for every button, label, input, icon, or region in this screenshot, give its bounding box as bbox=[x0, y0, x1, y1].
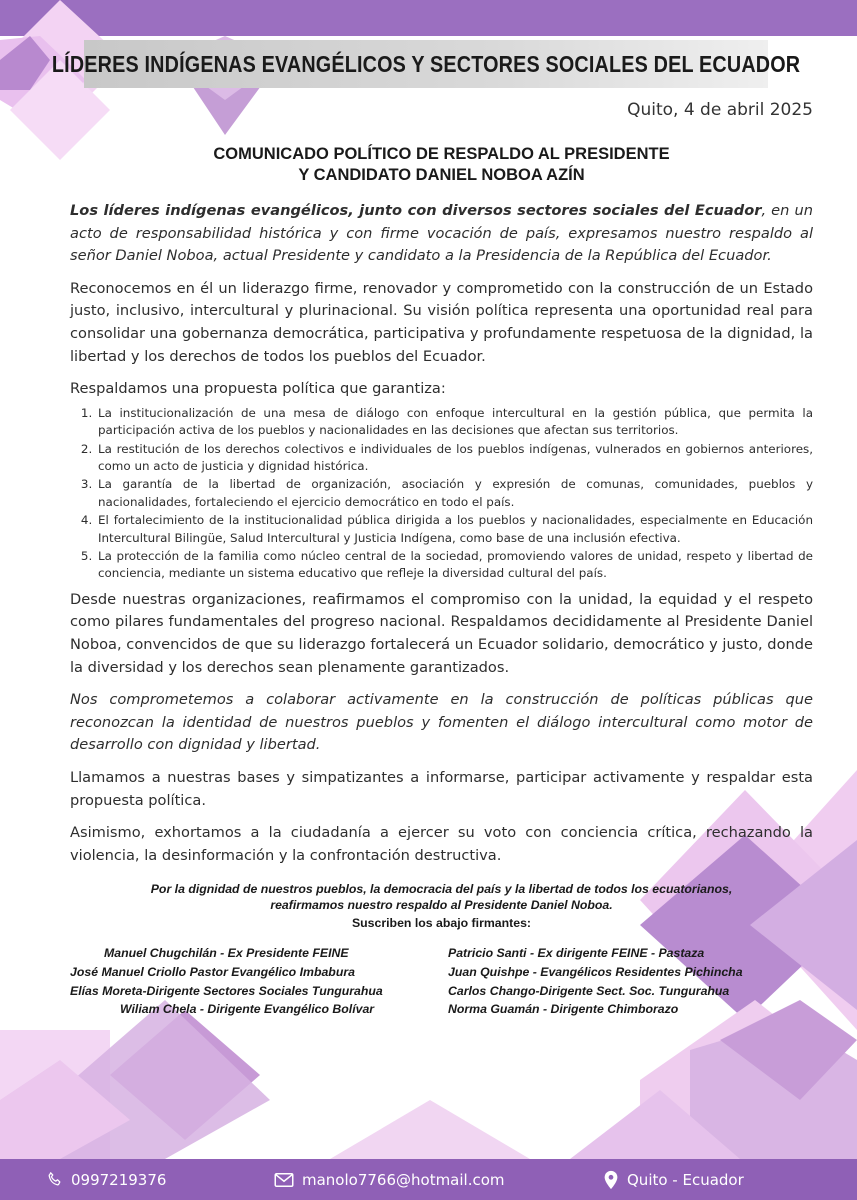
closing-line-1: Por la dignidad de nuestros pueblos, la democracia del país y la libertad de todos los ecuatorianos, bbox=[150, 882, 733, 897]
organization-name: LÍDERES INDÍGENAS EVANGÉLICOS Y SECTORES SOCIALES DEL ECUADOR bbox=[51, 50, 801, 77]
list-item: 1. La institucionalización de una mesa de diálogo con enfoque intercultural en la gestión pública, que permita la participación activa de los pueblos y nacionalidades en las decisiones que afectan sus territorios. bbox=[96, 405, 813, 440]
intro-paragraph bbox=[70, 200, 813, 268]
mail-icon bbox=[274, 1172, 294, 1188]
signer: Norma Guamán - Dirigente Chimborazo bbox=[448, 1002, 679, 1017]
signers-list bbox=[70, 944, 813, 1018]
paragraph-recognition: Reconocemos en él un liderazgo firme, renovador y comprometido con la construcción de un Estado justo, inclusivo, intercultural y plurinacional. Su visión política representa una oportunidad real para consolidar una gobernanza democrática, participativa y profundamente respetuosa de la dignidad, la libertad y los derechos de todos los pueblos del Ecuador. bbox=[70, 279, 813, 365]
list-item: 3. La garantía de la libertad de organización, asociación y expresión de comunas, comunidades, pueblos y nacionalidades, fortaleciendo el ejercicio democrático en todo el país. bbox=[96, 476, 813, 511]
list-item: 5. La protección de la familia como núcleo central de la sociedad, promoviendo valores de unidad, respeto y libertad de conciencia, mediante un sistema educativo que refleje la diversidad cultural del país. bbox=[96, 548, 813, 583]
signer: Juan Quishpe - Evangélicos Residentes Pichincha bbox=[448, 964, 743, 979]
closing-line-2: reafirmamos nuestro respaldo al Presidente Daniel Noboa. bbox=[270, 898, 613, 913]
email-address: manolo7766@hotmail.com bbox=[302, 1170, 505, 1189]
location-pin-icon bbox=[603, 1170, 619, 1190]
signer: Wiliam Chela - Dirigente Evangélico Bolívar bbox=[120, 1002, 375, 1017]
phone-number: 0997219376 bbox=[71, 1170, 167, 1189]
document-body bbox=[70, 100, 813, 1019]
signers-heading: Suscriben los abajo firmantes: bbox=[351, 916, 532, 931]
signer: Manuel Chugchilán - Ex Presidente FEINE bbox=[104, 946, 349, 961]
list-intro: Respaldamos una propuesta política que garantiza: bbox=[70, 380, 446, 398]
location-text: Quito - Ecuador bbox=[627, 1170, 744, 1189]
paragraph-exhortation: Asimismo, exhortamos a la ciudadanía a ejercer su voto con conciencia crítica, rechazando la violencia, la desinformación y la confrontación destructiva. bbox=[70, 824, 813, 864]
paragraph-collaboration: Nos comprometemos a colaborar activamente en la construcción de políticas públicas que reconozcan la identidad de nuestros pueblos y fomenten el diálogo intercultural como motor de desarrollo con dignidad y libertad. bbox=[70, 691, 813, 754]
closing-statement bbox=[70, 881, 813, 913]
list-item: 4. El fortalecimiento de la institucionalidad pública dirigida a los pueblos y nacionalidades, especialmente en Educación Intercultural Bilingüe, Salud Intercultural y Justicia Indígena, como base de una inclusión efectiva. bbox=[96, 512, 813, 547]
signer: Elías Moreta-Dirigente Sectores Sociales Tungurahua bbox=[70, 983, 383, 998]
title-line-1: COMUNICADO POLÍTICO DE RESPALDO AL PRESIDENTE bbox=[213, 145, 670, 163]
title-line-2: Y CANDIDATO DANIEL NOBOA AZÍN bbox=[298, 166, 585, 184]
list-item: 2. La restitución de los derechos colectivos e individuales de los pueblos indígenas, vulnerados en gobiernos anteriores, como un acto de justicia y dignidad histórica. bbox=[96, 441, 813, 476]
paragraph-commitment: Desde nuestras organizaciones, reafirmamos el compromiso con la unidad, la equidad y el respeto como pilares fundamentales del progreso nacional. Respaldamos decididamente al Presidente Daniel Noboa, convencidos de que su liderazgo fortalecerá un Ecuador solidario, democrático y justo, donde la diversidad y los derechos sean plenamente garantizados. bbox=[70, 590, 813, 676]
footer-email[interactable] bbox=[274, 1171, 505, 1189]
organization-banner bbox=[51, 40, 801, 88]
document-title bbox=[70, 144, 813, 186]
signer: Carlos Chango-Dirigente Sect. Soc. Tungurahua bbox=[448, 983, 730, 998]
phone-icon bbox=[46, 1171, 63, 1188]
footer-phone[interactable] bbox=[46, 1171, 166, 1189]
document-date: Quito, 4 de abril 2025 bbox=[627, 100, 813, 120]
paragraph-call-to-action: Llamamos a nuestras bases y simpatizantes a informarse, participar activamente y respaldar esta propuesta política. bbox=[70, 768, 813, 809]
footer-location bbox=[603, 1170, 744, 1190]
intro-text: , en un acto de responsabilidad histórica y con firme vocación de país, expresamos nuestro respaldo al señor Daniel Noboa, actual Presidente y candidato a la Presidencia de la República del Ecuador. bbox=[70, 202, 813, 265]
signer: Patricio Santi - Ex dirigente FEINE - Pastaza bbox=[448, 946, 705, 961]
intro-bold-text: Los líderes indígenas evangélicos, junto con diversos sectores sociales del Ecuador bbox=[70, 202, 762, 219]
signer: José Manuel Criollo Pastor Evangélico Imbabura bbox=[70, 964, 355, 979]
contact-footer bbox=[0, 1159, 857, 1200]
guarantees-list bbox=[70, 405, 813, 583]
